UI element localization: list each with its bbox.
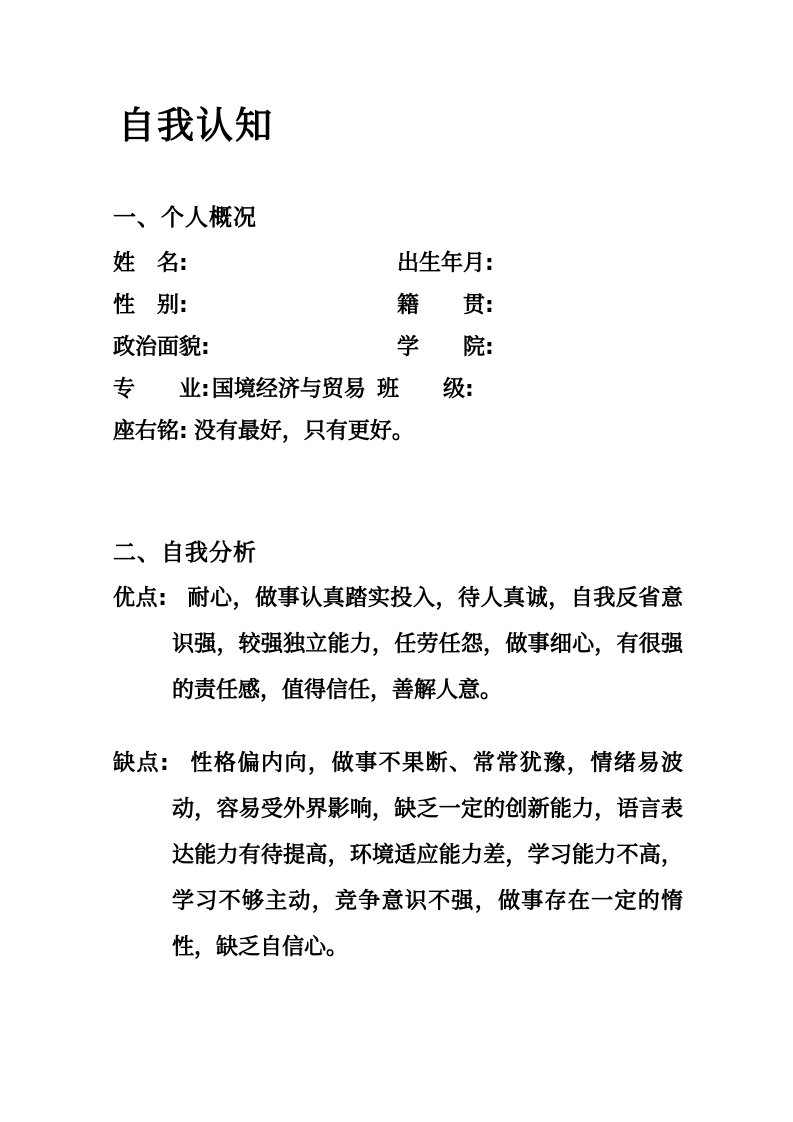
strengths-label: 优点: xyxy=(113,586,167,611)
field-row-gender-nativeplace xyxy=(113,292,680,320)
field-value-motto: 没有最好，只有更好。 xyxy=(193,419,414,444)
field-label-class: 班 级: xyxy=(377,377,474,402)
field-row-politicalstatus-college xyxy=(113,334,680,362)
field-label-gender: 性 别: xyxy=(113,293,188,318)
field-label-motto: 座右铭: xyxy=(113,419,188,444)
field-label-college: 学 院: xyxy=(397,335,494,360)
section-heading-self-analysis: 二、自我分析 xyxy=(113,540,257,566)
strengths-paragraph xyxy=(113,576,683,714)
document-title: 自我认知 xyxy=(118,104,274,147)
field-row-motto xyxy=(113,418,680,446)
field-value-major: 国境经济与贸易 xyxy=(211,377,366,402)
field-label-political-status: 政治面貌: xyxy=(113,335,210,360)
field-label-major: 专 业: xyxy=(113,377,210,402)
weaknesses-label: 缺点: xyxy=(113,751,169,776)
weaknesses-text: 性格偏内向，做事不果断、常常犹豫，情绪易波动，容易受外界影响，缺乏一定的创新能力，语言表达能力有待提高，环境适应能力差，学习能力不高，学习不够主动，竞争意识不强，做事存在一定的惰性，缺乏自信心。 xyxy=(172,751,683,960)
weaknesses-paragraph xyxy=(113,741,683,971)
field-row-name-birthdate xyxy=(113,250,680,278)
field-label-name: 姓 名: xyxy=(113,251,188,276)
section-heading-personal-overview: 一、个人概况 xyxy=(113,205,257,231)
field-label-native-place: 籍 贯: xyxy=(397,293,494,318)
field-label-birth-date: 出生年月: xyxy=(397,251,494,276)
strengths-text: 耐心，做事认真踏实投入，待人真诚，自我反省意识强，较强独立能力，任劳任怨，做事细心，有很强的责任感，值得信任，善解人意。 xyxy=(172,586,683,703)
field-row-major-class xyxy=(113,376,680,404)
